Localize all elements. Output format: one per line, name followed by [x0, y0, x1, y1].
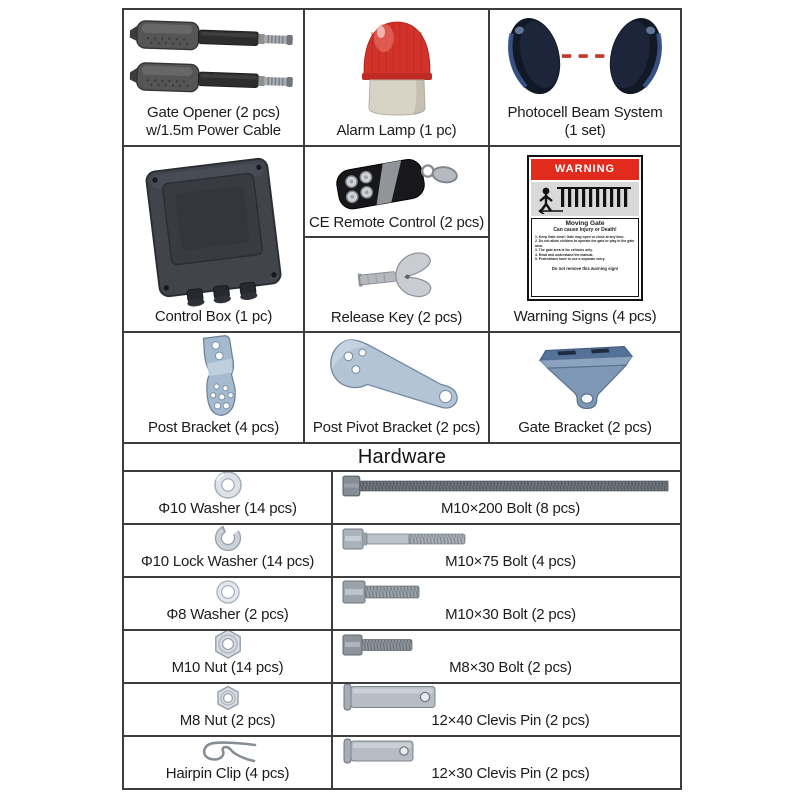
warning-sign-rule: 2. Do not allow children to operate the gate or play in the gate area.: [535, 239, 635, 248]
cell-clevis-pin-12x40: [333, 684, 680, 735]
row-hw-6: [124, 737, 680, 788]
cell-hairpin-clip: [124, 737, 333, 788]
release-key-label: Release Key (2 pcs): [330, 309, 463, 326]
photocell-label-line1: Photocell Beam System: [507, 104, 663, 121]
bolt-m10x200-image: [341, 474, 671, 498]
hardware-header: Hardware: [357, 445, 447, 468]
gate-bracket-image: [530, 338, 640, 414]
row-hw-5: [124, 684, 680, 737]
cell-nut-m10: [124, 631, 333, 682]
remote-control-image: [327, 150, 467, 212]
bolt-m10x30-label: M10×30 Bolt (2 pcs): [445, 606, 576, 623]
control-box-label: Control Box (1 pc): [154, 308, 273, 325]
bolt-m10x75-label: M10×75 Bolt (4 pcs): [445, 553, 576, 570]
subcell-remote: [305, 147, 488, 238]
cell-bolt-m10x200: [333, 472, 680, 523]
warning-sign-subtitle: Can cause Injury or Death!: [553, 226, 617, 233]
cell-washer-10: [124, 472, 333, 523]
photocell-image: [497, 10, 673, 104]
subcell-release-key: [305, 238, 488, 331]
post-pivot-bracket-image: [319, 333, 475, 419]
cell-warning-signs: [490, 147, 680, 331]
washer-8-label: Φ8 Washer (2 pcs): [166, 606, 289, 623]
post-pivot-bracket-label: Post Pivot Bracket (2 pcs): [312, 419, 481, 436]
warning-sign-rule: 4. Read and understand the manual.: [535, 252, 594, 257]
control-box-image: [126, 149, 302, 307]
bolt-m8x30-image: [341, 632, 419, 658]
bolt-m10x30-image: [341, 578, 427, 606]
cell-alarm-lamp: [305, 10, 490, 145]
cell-lock-washer-10: [124, 525, 333, 576]
washer-10-image: [213, 472, 243, 500]
cell-bolt-m10x30: [333, 578, 680, 629]
cell-bolt-m8x30: [333, 631, 680, 682]
row-hw-1: [124, 472, 680, 525]
warning-sign-title: Moving Gate: [565, 219, 605, 227]
bolt-m10x75-image: [341, 525, 491, 553]
parts-table: [122, 8, 682, 790]
warning-sign-graphic: [531, 182, 639, 216]
cell-control-box: [124, 147, 305, 331]
remote-control-label: CE Remote Control (2 pcs): [308, 214, 485, 231]
row-hw-4: [124, 631, 680, 684]
gate-bracket-label: Gate Bracket (2 pcs): [518, 419, 652, 436]
bolt-m10x200-label: M10×200 Bolt (8 pcs): [441, 500, 580, 517]
alarm-lamp-label: Alarm Lamp (1 pc): [336, 122, 457, 139]
hairpin-clip-label: Hairpin Clip (4 pcs): [165, 765, 290, 782]
nut-m8-image: [215, 686, 241, 710]
gate-opener-image: [124, 10, 303, 104]
warning-sign-footer: Do not remove this warning sign!: [551, 266, 619, 272]
lock-washer-10-label: Φ10 Lock Washer (14 pcs): [140, 553, 315, 570]
cell-post-pivot-bracket: [305, 333, 490, 442]
clevis-pin-12x40-image: [341, 684, 443, 712]
bolt-m8x30-label: M8×30 Bolt (2 pcs): [449, 659, 572, 676]
alarm-lamp-image: [354, 16, 440, 116]
cell-bolt-m10x75: [333, 525, 680, 576]
cell-clevis-pin-12x30: [333, 737, 680, 788]
row-top: [124, 10, 680, 147]
clevis-pin-12x30-image: [341, 737, 421, 765]
gate-opener-actuator-1: [128, 17, 300, 55]
warning-sign-body: [531, 218, 639, 297]
release-key-image: [344, 242, 449, 306]
warning-signs-label: Warning Signs (4 pcs): [513, 308, 657, 325]
nut-m10-image: [212, 631, 244, 659]
warning-sign-image: [527, 155, 643, 301]
row-hw-2: [124, 525, 680, 578]
lock-washer-10-image: [213, 525, 243, 553]
gate-opener-label-line1: Gate Opener (2 pcs): [147, 104, 280, 121]
washer-10-label: Φ10 Washer (14 pcs): [158, 500, 297, 517]
row-brackets: [124, 333, 680, 444]
nut-m10-label: M10 Nut (14 pcs): [171, 659, 284, 676]
photocell-label-line2: (1 set): [564, 122, 606, 139]
cell-gate-bracket: [490, 333, 680, 442]
gate-opener-label-line2: w/1.5m Power Cable: [146, 122, 281, 139]
clevis-pin-12x30-label: 12×30 Clevis Pin (2 pcs): [431, 765, 590, 782]
row-hardware-header: [124, 444, 680, 472]
cell-washer-8: [124, 578, 333, 629]
warning-sign-header: WARNING: [531, 159, 639, 180]
moving-gate-icon: [533, 184, 637, 214]
post-bracket-label: Post Bracket (4 pcs): [147, 419, 280, 436]
cell-remote-and-key: [305, 147, 490, 331]
warning-sign-rule: 5. Pedestrians have to use a separate entry.: [535, 257, 606, 262]
gate-opener-actuator-2: [128, 59, 300, 97]
cell-photocell: [490, 10, 680, 145]
row-hw-3: [124, 578, 680, 631]
clevis-pin-12x40-label: 12×40 Clevis Pin (2 pcs): [431, 712, 590, 729]
cell-post-bracket: [124, 333, 305, 442]
post-bracket-image: [183, 334, 245, 418]
hairpin-clip-image: [199, 738, 257, 764]
row-middle: [124, 147, 680, 333]
warning-sign-rule: 1. Keep Gate clear! Gate may open or close at any time.: [535, 234, 625, 239]
cell-nut-m8: [124, 684, 333, 735]
warning-sign-rule: 3. The gate area is for vehicles only.: [535, 248, 593, 253]
washer-8-image: [215, 579, 241, 605]
cell-gate-opener: [124, 10, 305, 145]
nut-m8-label: M8 Nut (2 pcs): [179, 712, 276, 729]
